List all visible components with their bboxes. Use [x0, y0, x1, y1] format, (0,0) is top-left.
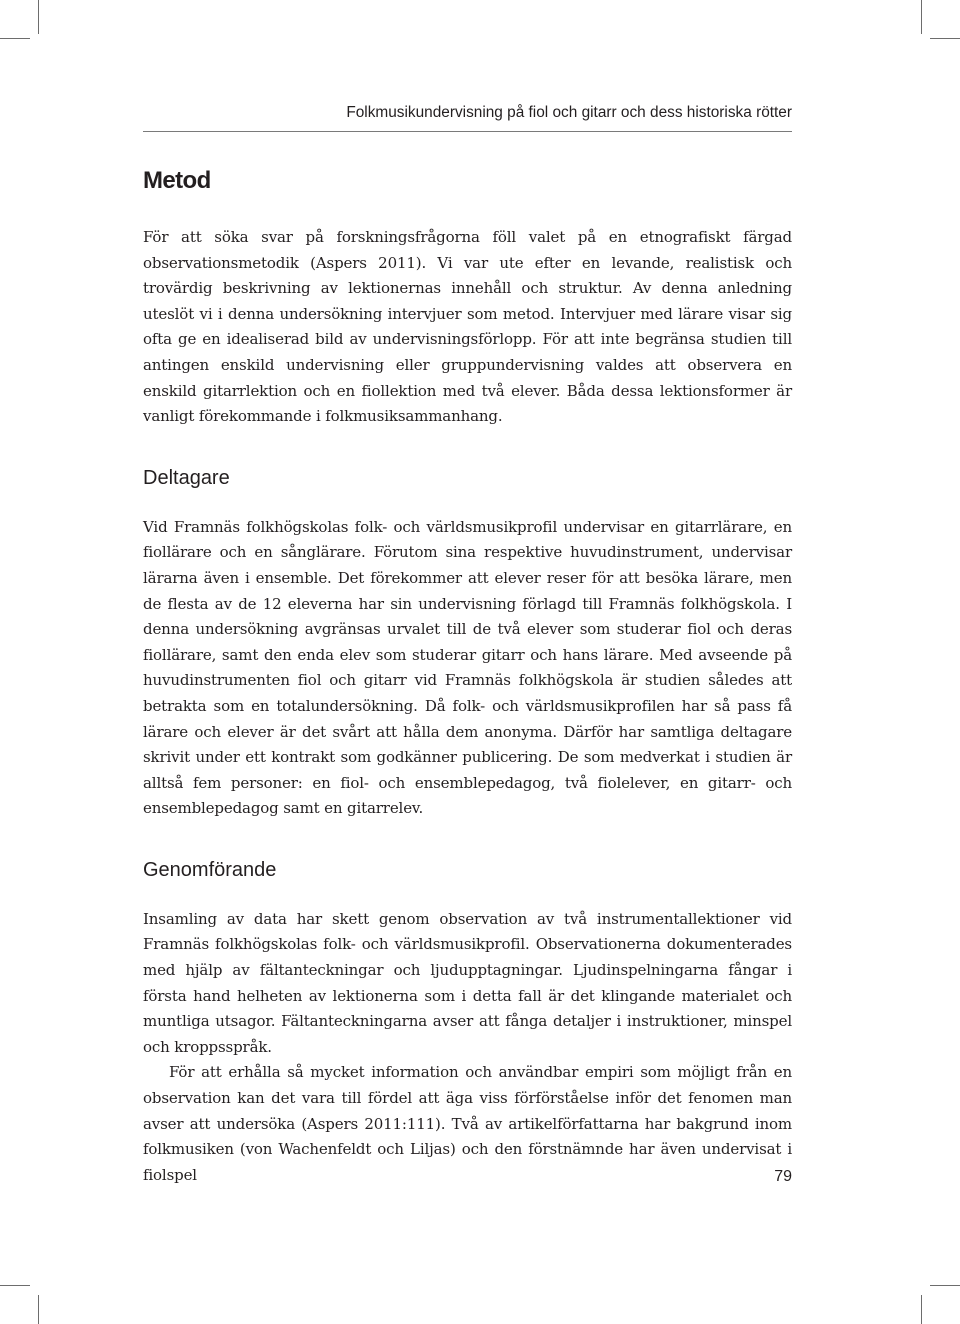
- metod-paragraph: För att söka svar på forskningsfrågorna föll valet på en etnografiskt färgad observationsmetodik (Aspers 2011). Vi var ute efter en levande, realistisk och trovärdig beskrivning av lektionernas innehåll och struktur. Av denna anledning uteslöt vi i denna undersökning intervjuer som metod. Intervjuer med lärare visar sig ofta ge en idealiserad bild av undervisningsförlopp. För att inte begränsa studien till antingen enskild undervisning eller gruppundervisning valdes att observera en enskild gitarrlektion och en fiollektion med två elever. Båda dessa lektionsformer är vanligt förekommande i folkmusiksammanhang.: [143, 228, 792, 426]
- crop-mark-bottom-left-vertical: [38, 1295, 39, 1324]
- genomforande-paragraph-2: För att erhålla så mycket information och användbar empiri som möjligt från en observation kan det vara till fördel att äga viss förförståelse inför det fenomen man avser att undersöka (Aspers 2011:111). Två av artikelförfattarna har bakgrund inom folkmusiken (von Wachenfeldt och Liljas) och den förstnämnde har även undervisat i fiolspel: [143, 1063, 792, 1184]
- spacer: [143, 430, 792, 464]
- crop-mark-top-right-horizontal: [930, 38, 960, 39]
- section-title-genomforande: Genomförande: [143, 858, 277, 881]
- crop-mark-bottom-right-horizontal: [930, 1285, 960, 1286]
- crop-mark-bottom-right-vertical: [921, 1295, 922, 1324]
- page-body: [143, 160, 792, 1188]
- section-title-metod: Metod: [143, 167, 211, 194]
- crop-mark-bottom-left-horizontal: [0, 1285, 30, 1286]
- genomforande-paragraph-1: Insamling av data har skett genom observation av två instrumentallektioner vid Framnäs folkhögskolas folk- och världsmusikprofil. Observationerna dokumenterades med hjälp av fältanteckningar och ljudupptagningar. Ljudinspelningarna fångar i första hand helheten av lektionerna som i detta fall är det klingande materialet och muntliga utsagor. Fältanteckningarna avser att fånga detaljer i instruktioner, minspel och kroppsspråk.: [143, 909, 792, 1056]
- crop-mark-top-right-vertical: [921, 0, 922, 34]
- section-title-deltagare: Deltagare: [143, 466, 230, 489]
- crop-mark-top-left-vertical: [38, 0, 39, 34]
- running-header: Folkmusikundervisning på fiol och gitarr och dess historiska rötter: [346, 104, 792, 121]
- spacer: [143, 822, 792, 856]
- header-rule: [143, 131, 792, 132]
- page-number: 79: [774, 1168, 792, 1185]
- deltagare-paragraph: Vid Framnäs folkhögskolas folk- och världsmusikprofil undervisar en gitarrlärare, en fiollärare och en sånglärare. Förutom sina respektive huvudinstrument, undervisar lärarna även i ensemble. Det förekommer att elever reser för att besöka lärare, men de flesta av de 12 eleverna har sin undervisning förlagd till Framnäs folkhögskola. I denna undersökning avgränsas urvalet till de två elever som studerar fiol och deras fiollärare, samt den enda elev som studerar gitarr och hans lärare. Med avseende på huvudinstrumenten fiol och gitarr vid Framnäs folkhögskola är studien således att betrakta som en totalundersökning. Då folk- och världsmusikprofilen har så pass få lärare och elever är det svårt att hålla dem anonyma. Därför har samtliga deltagare skrivit under ett kontrakt som godkänner publicering. De som medverkat i studien är alltså fem personer: en fiol- och ensemblepedagog, två fiolelever, en gitarr- och ensemblepedagog samt en gitarrelev.: [143, 517, 792, 818]
- crop-mark-top-left-horizontal: [0, 38, 30, 39]
